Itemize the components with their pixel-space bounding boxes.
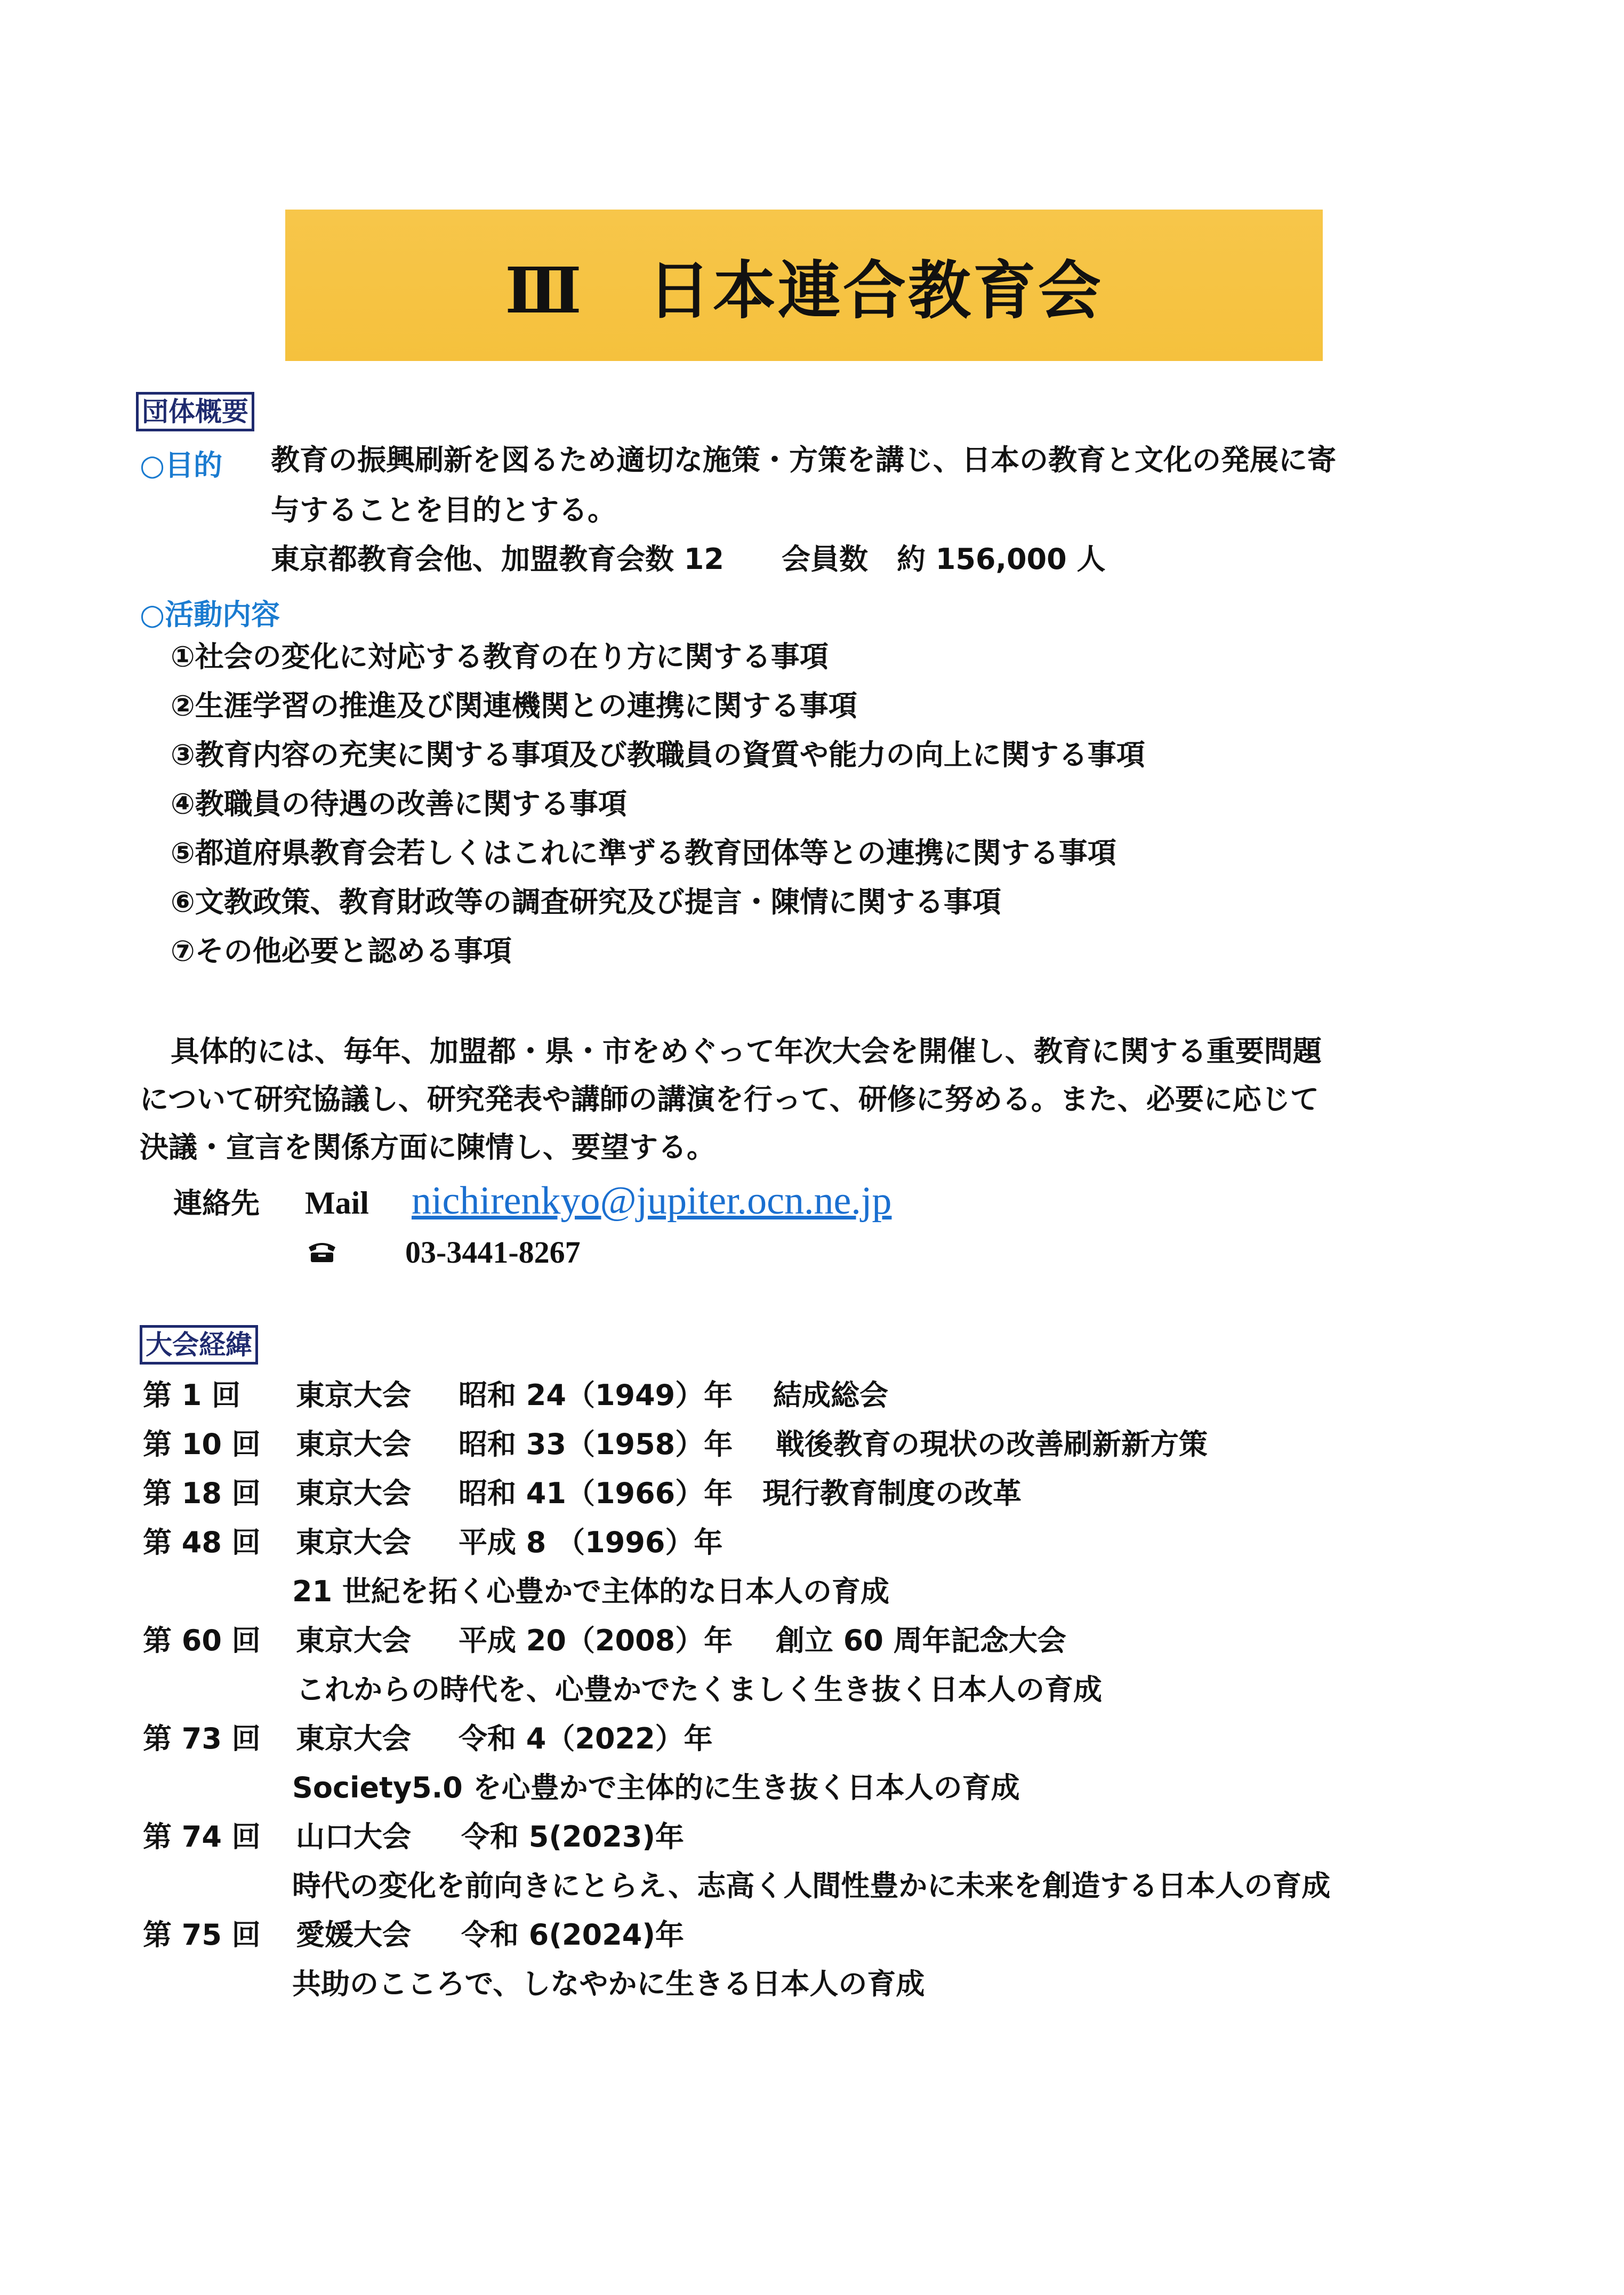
activity-item: ⑤都道府県教育会若しくはこれに準ずる教育団体等との連携に関する事項: [171, 836, 1116, 870]
title-banner: [285, 210, 1323, 361]
history-number: 第 48 回: [143, 1526, 261, 1559]
history-year: 昭和 24（1949）年: [459, 1378, 733, 1412]
activity-item: ②生涯学習の推進及び関連機関との連携に関する事項: [171, 689, 857, 723]
history-number: 第 1 回: [143, 1378, 241, 1412]
history-venue: 東京大会: [296, 1427, 411, 1461]
history-venue: 東京大会: [296, 1624, 411, 1657]
history-number: 第 74 回: [143, 1820, 261, 1853]
history-number: 第 10 回: [143, 1427, 261, 1461]
history-year: 令和 5(2023)年: [461, 1820, 685, 1853]
history-year: 平成 20（2008）年: [459, 1624, 733, 1657]
history-theme: 戦後教育の現状の改善刷新新方策: [776, 1427, 1208, 1461]
history-theme: 創立 60 周年記念大会: [776, 1624, 1066, 1657]
page-title: [505, 240, 1103, 331]
activity-item: ①社会の変化に対応する教育の在り方に関する事項: [171, 640, 829, 673]
contact-phone: 03-3441-8267: [405, 1235, 581, 1270]
purpose-line-2: 与することを目的とする。: [271, 493, 616, 527]
mail-label: Mail: [305, 1185, 369, 1221]
members-line: 東京都教育会他、加盟教育会数 12 会員数 約 156,000 人: [271, 542, 1106, 576]
history-subtitle: 21 世紀を拓く心豊かで主体的な日本人の育成: [292, 1575, 889, 1608]
history-venue: 東京大会: [296, 1526, 411, 1559]
history-subtitle: Society5.0 を心豊かで主体的に生き抜く日本人の育成: [292, 1771, 1020, 1804]
title-name: 日本連合教育会: [647, 253, 1103, 327]
description-line-1: 具体的には、毎年、加盟都・県・市をめぐって年次大会を開催し、教育に関する重要問題: [171, 1034, 1322, 1068]
section-label-history: 大会経緯: [140, 1325, 258, 1365]
history-subtitle: 共助のこころで、しなやかに生きる日本人の育成: [292, 1967, 925, 2001]
history-venue: 東京大会: [296, 1378, 411, 1412]
section-label-overview: 団体概要: [136, 392, 254, 431]
history-number: 第 73 回: [143, 1722, 261, 1755]
history-theme: 結成総会: [773, 1378, 888, 1412]
history-venue: 山口大会: [296, 1820, 411, 1853]
history-subtitle: 時代の変化を前向きにとらえ、志高く人間性豊かに未来を創造する日本人の育成: [292, 1869, 1331, 1903]
description-line-2: について研究協議し、研究発表や講師の講演を行って、研修に努める。また、必要に応じて: [140, 1082, 1319, 1116]
activities-heading: ○活動内容: [140, 598, 280, 631]
history-subtitle: これからの時代を、心豊かでたくましく生き抜く日本人の育成: [296, 1673, 1102, 1706]
purpose-line-1: 教育の振興刷新を図るため適切な施策・方策を講じ、日本の教育と文化の発展に寄: [271, 443, 1336, 477]
history-year: 令和 4（2022）年: [459, 1722, 713, 1755]
activity-item: ⑦その他必要と認める事項: [171, 934, 512, 968]
history-venue: 東京大会: [296, 1476, 411, 1510]
history-number: 第 75 回: [143, 1918, 261, 1952]
activity-item: ③教育内容の充実に関する事項及び教職員の資質や能力の向上に関する事項: [171, 738, 1145, 772]
activity-item: ④教職員の待遇の改善に関する事項: [171, 787, 627, 821]
history-number: 第 18 回: [143, 1476, 261, 1510]
contact-email-link[interactable]: nichirenkyo@jupiter.ocn.ne.jp: [412, 1179, 892, 1223]
history-year: 平成 8 （1996）年: [459, 1526, 723, 1559]
history-venue: 愛媛大会: [296, 1918, 411, 1952]
history-venue: 東京大会: [296, 1722, 411, 1755]
history-theme: 現行教育制度の改革: [762, 1476, 1022, 1510]
history-year: 昭和 33（1958）年: [459, 1427, 733, 1461]
purpose-heading: ○目的: [140, 448, 223, 482]
title-numeral: Ⅲ: [505, 253, 584, 327]
activity-item: ⑥文教政策、教育財政等の調査研究及び提言・陳情に関する事項: [171, 885, 1001, 919]
description-line-3: 決議・宣言を関係方面に陳情し、要望する。: [140, 1130, 715, 1164]
history-year: 昭和 41（1966）年: [459, 1476, 733, 1510]
history-number: 第 60 回: [143, 1624, 261, 1657]
contact-label: 連絡先: [173, 1186, 260, 1220]
history-year: 令和 6(2024)年: [461, 1918, 685, 1952]
telephone-icon: [307, 1240, 337, 1265]
